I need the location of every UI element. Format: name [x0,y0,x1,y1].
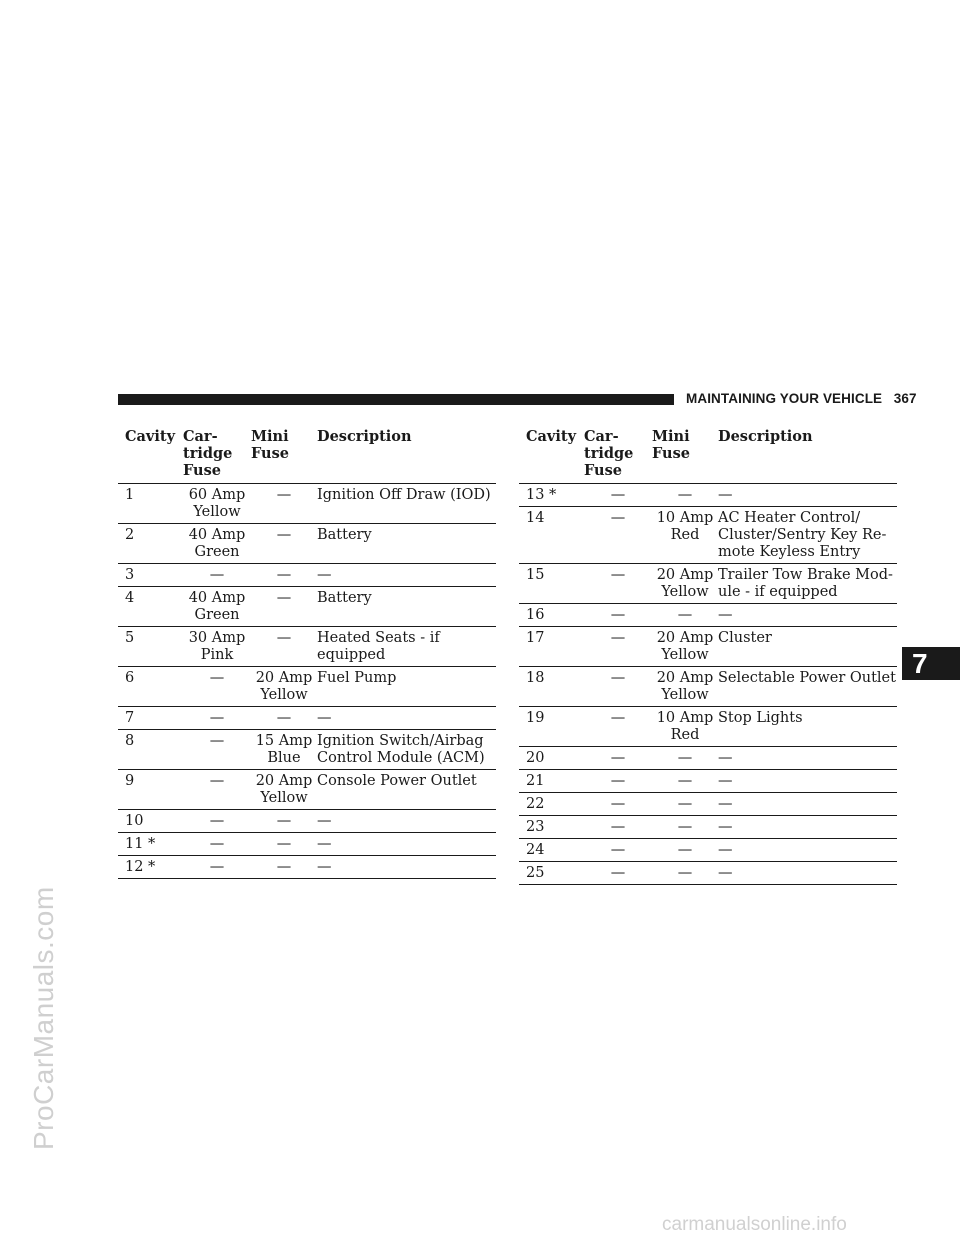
cell-cavity: 18 [519,667,584,707]
cell-mini-fuse: 20 Amp Yellow [652,564,718,604]
col-header-mini-fuse: Mini Fuse [251,426,317,484]
table-row [519,839,897,862]
cell-mini-fuse: — [652,816,718,839]
cell-description: AC Heater Control/ Cluster/Sentry Key Re- mote Keyless Entry [718,507,897,564]
table-row [118,524,496,564]
col-header-cartridge-fuse: Car- tridge Fuse [584,426,652,484]
cell-mini-fuse: 20 Amp Yellow [652,667,718,707]
cell-mini-fuse: — [251,524,317,564]
cell-cartridge-fuse: — [584,862,652,885]
cell-mini-fuse: — [652,604,718,627]
cell-cartridge-fuse: — [183,833,251,856]
cell-cavity: 1 [125,487,135,503]
chapter-tab: 7 [902,647,960,680]
cell-cartridge-fuse: — [584,707,652,747]
cell-mini-fuse: — [251,564,317,587]
cell-cavity: 8 [118,730,183,770]
table-row [519,484,897,507]
cell-description: Ignition Switch/Airbag Control Module (ACM) [317,730,496,770]
cell-cartridge-fuse: — [183,730,251,770]
cell-mini-fuse: 10 Amp Red [652,707,718,747]
cell-mini-fuse: — [251,856,317,879]
cell-description: — [718,862,897,885]
cell-description: Selectable Power Outlet [718,667,897,707]
cell-description: — [718,770,897,793]
table-row [118,667,496,707]
cell-cavity: 6 [118,667,183,707]
cell-mini-fuse: — [652,770,718,793]
cell-cartridge-fuse: — [610,487,626,503]
cell-cartridge-fuse: — [584,564,652,604]
table-row [118,770,496,810]
cell-cartridge-fuse: 40 Amp Green [183,587,251,627]
cell-mini-fuse: 20 Amp Yellow [251,770,317,810]
cell-description: — [317,833,496,856]
watermark-left: ProCarManuals.com [28,886,59,1150]
cell-cartridge-fuse: — [584,747,652,770]
cell-description: Battery [317,587,496,627]
cell-description: Console Power Outlet [317,770,496,810]
col-header-cavity: Cavity [519,426,584,484]
table-row [118,730,496,770]
cell-description: — [718,604,897,627]
table-row [118,564,496,587]
cell-mini-fuse: — [652,793,718,816]
cell-cartridge-fuse: — [584,839,652,862]
cell-description: — [718,839,897,862]
cell-cavity: 19 [519,707,584,747]
cell-description: — [317,564,496,587]
table-header-row [118,426,496,484]
table-row [519,627,897,667]
table-row [519,507,897,564]
fuse-table-left [118,426,496,879]
fuse-table-right-body [519,484,897,885]
cell-description: — [317,707,496,730]
cell-cavity: 14 [519,507,584,564]
running-header [686,391,917,406]
table-row [519,604,897,627]
cell-cavity: 9 [118,770,183,810]
header-rule [118,394,674,405]
cell-cartridge-fuse: 30 Amp Pink [183,627,251,667]
cell-mini-fuse: — [251,810,317,833]
table-row [118,833,496,856]
cell-cavity: 23 [519,816,584,839]
cell-description: — [317,856,496,879]
cell-cartridge-fuse: — [183,856,251,879]
cell-cavity: 22 [519,793,584,816]
cell-description: — [718,793,897,816]
cell-mini-fuse: 10 Amp Red [652,507,718,564]
cell-description: — [718,747,897,770]
table-header-row [519,426,897,484]
col-header-description: Description [718,426,897,484]
cell-cartridge-fuse: — [183,770,251,810]
cell-cartridge-fuse: — [183,707,251,730]
cell-cartridge-fuse: — [584,667,652,707]
watermark-bottom: carmanualsonline.info [662,1214,847,1235]
cell-cartridge-fuse: — [183,810,251,833]
cell-mini-fuse: — [652,839,718,862]
cell-cartridge-fuse: — [584,604,652,627]
table-row [118,856,496,879]
cell-cavity: 17 [519,627,584,667]
cell-mini-fuse: — [251,627,317,667]
table-row [519,793,897,816]
table-row [519,816,897,839]
cell-cartridge-fuse: — [584,627,652,667]
table-row [519,747,897,770]
cell-cavity: 12 * [118,856,183,879]
col-header-cavity: Cavity [118,426,183,484]
fuse-table-left-body [118,484,496,879]
cell-cavity: 2 [118,524,183,564]
table-row [519,770,897,793]
cell-cavity: 20 [519,747,584,770]
cell-cavity: 15 [519,564,584,604]
table-row [118,707,496,730]
cell-mini-fuse: — [652,747,718,770]
cell-cartridge-fuse: — [584,507,652,564]
cell-description: — [718,487,733,503]
fuse-table-right [519,426,897,885]
cell-description: Battery [317,524,496,564]
table-row [519,862,897,885]
cell-mini-fuse: 20 Amp Yellow [251,667,317,707]
cell-cartridge-fuse: — [584,793,652,816]
section-title: MAINTAINING YOUR VEHICLE [686,391,883,406]
table-row [118,587,496,627]
cell-description: Fuel Pump [317,667,496,707]
cell-mini-fuse: — [652,862,718,885]
cell-mini-fuse: — [251,707,317,730]
table-row [519,707,897,747]
cell-mini-fuse: 15 Amp Blue [251,730,317,770]
cell-cavity: 11 * [118,833,183,856]
cell-description: — [317,810,496,833]
cell-mini-fuse: — [276,487,292,503]
page-number: 367 [893,391,917,406]
cell-cavity: 16 [519,604,584,627]
cell-cartridge-fuse: — [584,770,652,793]
cell-mini-fuse: — [677,487,693,503]
cell-cartridge-fuse: — [183,564,251,587]
cell-cavity: 25 [519,862,584,885]
col-header-mini-fuse: Mini Fuse [652,426,718,484]
cell-cartridge-fuse: 60 Amp Yellow [188,487,246,520]
cell-description: Heated Seats - if equipped [317,627,496,667]
cell-cartridge-fuse: 40 Amp Green [183,524,251,564]
table-row [118,810,496,833]
col-header-description: Description [317,426,496,484]
cell-cavity: 5 [118,627,183,667]
table-row [519,564,897,604]
cell-cavity: 10 [118,810,183,833]
cell-description: — [718,816,897,839]
cell-cavity: 7 [118,707,183,730]
cell-cartridge-fuse: — [183,667,251,707]
table-row [519,667,897,707]
cell-cartridge-fuse: — [584,816,652,839]
cell-description: Trailer Tow Brake Mod- ule - if equipped [718,564,897,604]
table-row [118,484,496,524]
cell-cavity: 24 [519,839,584,862]
cell-cavity: 3 [118,564,183,587]
col-header-cartridge-fuse: Car- tridge Fuse [183,426,251,484]
cell-cavity: 13 * [526,487,557,503]
cell-mini-fuse: — [251,587,317,627]
cell-mini-fuse: 20 Amp Yellow [652,627,718,667]
cell-description: Ignition Off Draw (IOD) [317,487,491,503]
cell-description: Stop Lights [718,707,897,747]
table-row [118,627,496,667]
cell-cavity: 4 [118,587,183,627]
cell-cavity: 21 [519,770,584,793]
cell-description: Cluster [718,627,897,667]
cell-mini-fuse: — [251,833,317,856]
